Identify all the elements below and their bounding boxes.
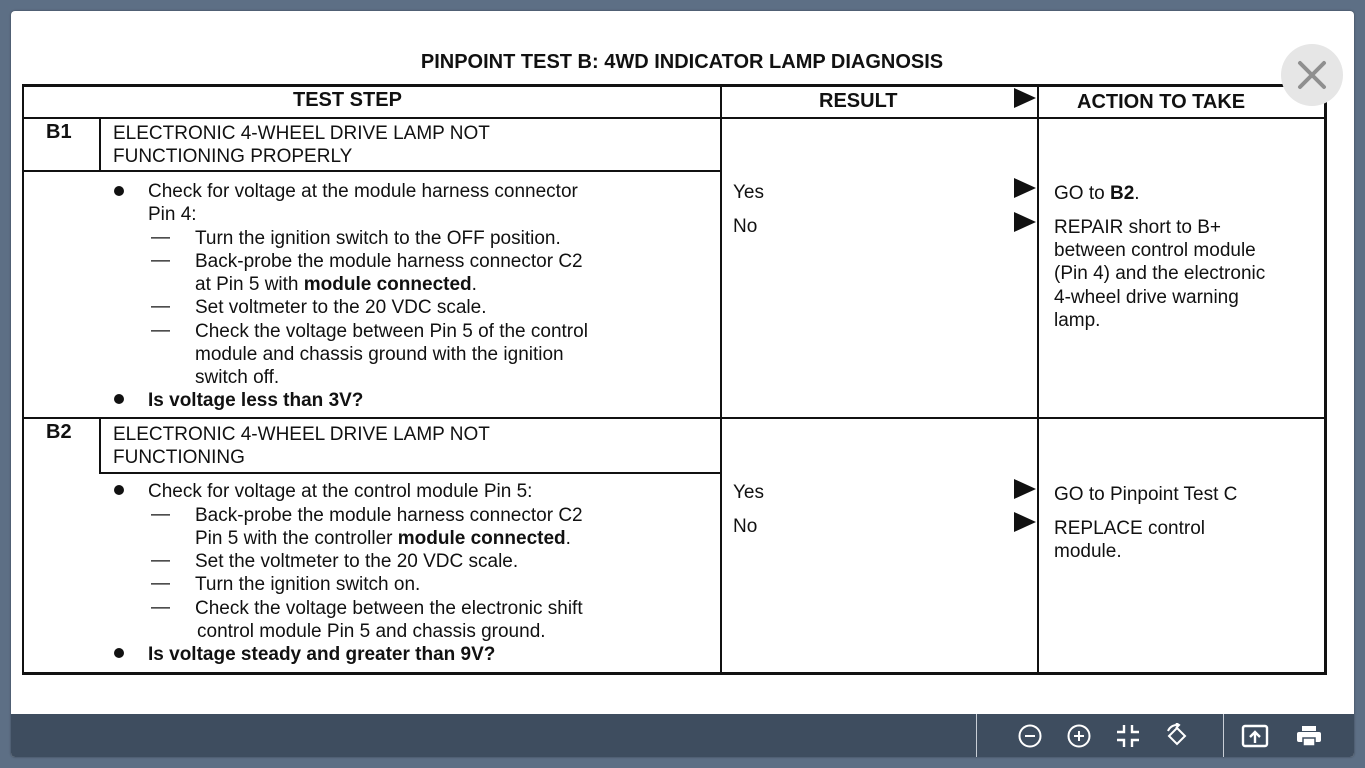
b1-line-5-end: . (471, 274, 477, 295)
close-button[interactable] (1281, 44, 1343, 106)
arrow-icon (1014, 512, 1036, 532)
b1-line-5-bold: module connected (303, 274, 472, 295)
b1-action-no-5: lamp. (1054, 310, 1101, 331)
zoom-out-button[interactable] (1016, 722, 1044, 750)
header-test-step: TEST STEP (293, 89, 402, 111)
arrow-icon (1014, 212, 1036, 232)
table-border-top (22, 84, 1327, 87)
share-icon (1241, 723, 1269, 749)
header-result: RESULT (819, 90, 898, 112)
b1-action-yes-step: B2 (1109, 183, 1135, 204)
b2-action-yes: GO to Pinpoint Test C (1054, 484, 1238, 505)
b1-action-yes-text: GO to (1054, 183, 1105, 204)
b1-line-1: Check for voltage at the module harness connector (148, 181, 578, 202)
b2-line-3 (195, 527, 571, 550)
step-heading-b2-line1: ELECTRONIC 4-WHEEL DRIVE LAMP NOT (113, 424, 490, 445)
bullet-icon (114, 485, 124, 495)
b1-line-2: Pin 4: (148, 204, 197, 225)
b1-line-5-text: at Pin 5 with (195, 274, 299, 295)
b1-action-no-3: (Pin 4) and the electronic (1054, 263, 1266, 284)
b2-line-1: Check for voltage at the control module Pin 5: (148, 481, 533, 502)
bullet-icon (114, 186, 124, 196)
b1-line-4: Back-probe the module harness connector C2 (195, 251, 583, 272)
arrow-icon (1014, 178, 1036, 198)
page-title: PINPOINT TEST B: 4WD INDICATOR LAMP DIAGNOSIS (420, 51, 944, 73)
b1-line-6: Set voltmeter to the 20 VDC scale. (195, 297, 487, 318)
b2-line-3-bold: module connected (397, 528, 566, 549)
step-heading-divider-b1 (22, 170, 722, 172)
b1-line-8: module and chassis ground with the ignition (195, 344, 564, 365)
header-divider (22, 117, 1327, 119)
dash-b1-2: — (151, 250, 170, 271)
b1-action-no-1: REPAIR short to B+ (1054, 217, 1222, 238)
print-button[interactable] (1295, 722, 1323, 750)
step-id-divider-b1 (99, 117, 101, 172)
b2-line-4: Set the voltmeter to the 20 VDC scale. (195, 551, 519, 572)
b2-question: Is voltage steady and greater than 9V? (148, 644, 496, 665)
b1-question: Is voltage less than 3V? (148, 390, 364, 411)
dash-b2-1: — (151, 504, 170, 525)
bottom-toolbar (11, 714, 1354, 757)
b1-line-5 (195, 273, 477, 296)
dash-b2-3: — (151, 573, 170, 594)
b1-line-7: Check the voltage between Pin 5 of the control (195, 321, 588, 342)
b2-action-no-2: module. (1054, 541, 1122, 562)
column-divider-action (1037, 84, 1039, 674)
step-heading-b1-line1: ELECTRONIC 4-WHEEL DRIVE LAMP NOT (113, 123, 490, 144)
share-button[interactable] (1241, 722, 1269, 750)
zoom-out-icon (1017, 723, 1043, 749)
b2-action-no-1: REPLACE control (1054, 518, 1206, 539)
b1-action-no-4: 4-wheel drive warning (1054, 287, 1239, 308)
dash-b1-3: — (151, 296, 170, 317)
column-divider-result (720, 84, 722, 674)
b2-line-7: control module Pin 5 and chassis ground. (197, 621, 546, 642)
b2-line-3-end: . (565, 528, 571, 549)
b2-line-2: Back-probe the module harness connector C2 (195, 505, 583, 526)
close-icon (1297, 60, 1327, 90)
table-border-bottom (22, 672, 1327, 675)
step-heading-divider-b2 (99, 472, 722, 474)
step-id-b2: B2 (46, 421, 72, 443)
step-heading-b1-line2: FUNCTIONING PROPERLY (113, 146, 353, 167)
dash-b2-4: — (151, 597, 170, 618)
zoom-in-button[interactable] (1065, 722, 1093, 750)
document-page (11, 11, 1354, 711)
toolbar-divider (1223, 714, 1224, 757)
b2-line-6: Check the voltage between the electronic shift (195, 598, 583, 619)
bullet-icon (114, 394, 124, 404)
zoom-in-icon (1066, 723, 1092, 749)
dash-b2-2: — (151, 550, 170, 571)
fit-to-screen-button[interactable] (1114, 722, 1142, 750)
fit-to-screen-icon (1115, 723, 1141, 749)
rotate-button[interactable] (1163, 722, 1191, 750)
b1-line-9: switch off. (195, 367, 280, 388)
b1-action-yes-end: . (1134, 183, 1140, 204)
bullet-icon (114, 648, 124, 658)
rotate-icon (1164, 723, 1190, 749)
document-viewer (11, 11, 1354, 757)
table-border-right (1324, 84, 1327, 674)
step-id-divider-b2 (99, 417, 101, 473)
b1-action-yes (1054, 182, 1140, 205)
row-divider (22, 417, 1327, 419)
arrow-icon (1014, 88, 1036, 108)
b1-result-yes: Yes (733, 182, 764, 203)
step-id-b1: B1 (46, 121, 72, 143)
b1-action-no-2: between control module (1054, 240, 1256, 261)
print-icon (1295, 723, 1323, 749)
table-border-left (22, 84, 24, 674)
dash-b1-4: — (151, 320, 170, 341)
dash-b1-1: — (151, 227, 170, 248)
step-heading-b2-line2: FUNCTIONING (113, 447, 245, 468)
b1-line-3: Turn the ignition switch to the OFF position. (195, 228, 561, 249)
b2-line-5: Turn the ignition switch on. (195, 574, 421, 595)
b2-result-no: No (733, 516, 758, 537)
header-action: ACTION TO TAKE (1077, 91, 1246, 113)
b2-line-3-text: Pin 5 with the controller (195, 528, 393, 549)
arrow-icon (1014, 479, 1036, 499)
b1-result-no: No (733, 216, 758, 237)
toolbar-divider (976, 714, 977, 757)
b2-result-yes: Yes (733, 482, 764, 503)
